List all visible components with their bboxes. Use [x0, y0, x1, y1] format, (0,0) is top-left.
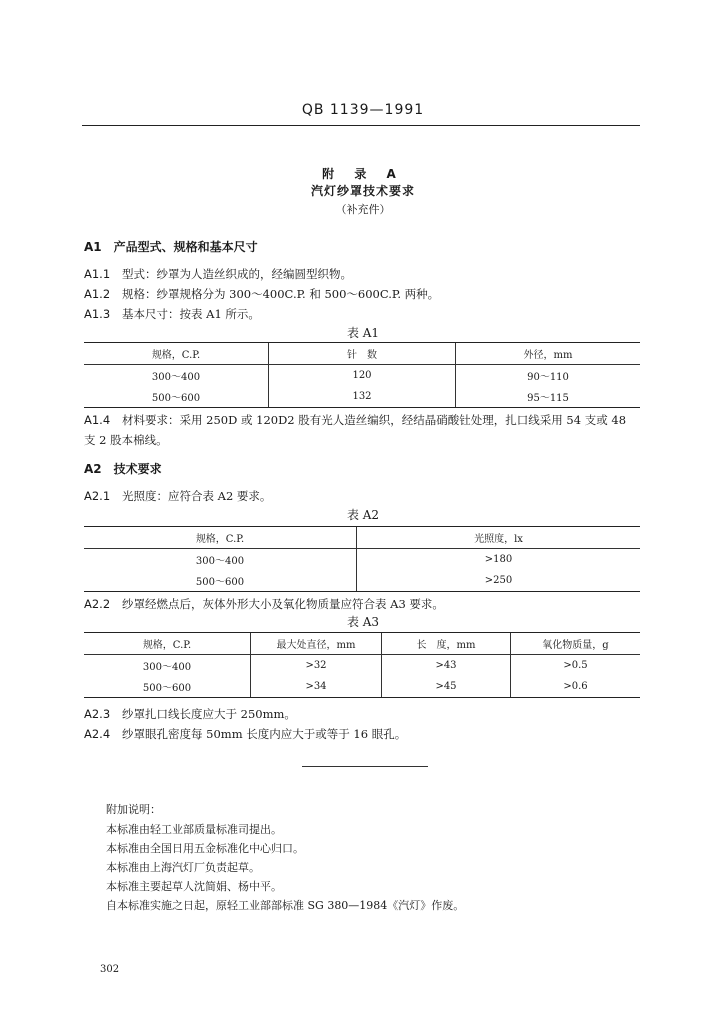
table-cell: 90～110 — [456, 365, 641, 387]
table-cell: >180 — [357, 549, 641, 571]
page-number: 302 — [100, 964, 120, 975]
note-line: 本标准由全国日用五金标准化中心归口。 — [106, 842, 304, 855]
clause-text: 纱罩扎口线长度应大于 250mm。 — [122, 707, 296, 721]
table-a3 — [84, 632, 640, 698]
clause-number: A1.4 — [84, 413, 111, 427]
table-header-cell: 规格，C.P. — [84, 633, 251, 655]
clause-text: 光照度：应符合表 A2 要求。 — [122, 489, 272, 503]
table-a1-caption: 表 A1 — [346, 326, 380, 340]
clause-text: 纱罩经燃点后，灰体外形大小及氧化物质量应符合表 A3 要求。 — [122, 597, 444, 611]
table-row — [84, 676, 640, 698]
table-cell: >43 — [382, 655, 511, 677]
appendix-subtitle: （补充件） — [335, 203, 391, 216]
clause-text: 材料要求：采用 250D 或 120D2 股有光人造丝编织，经结晶硝酸钍处理，扎口线采用 54 支或 48 — [122, 413, 627, 427]
table-row — [84, 655, 640, 677]
table-cell: >34 — [251, 676, 382, 698]
note-line: 本标准由上海汽灯厂负责起草。 — [106, 861, 260, 874]
table-cell: 95～115 — [456, 386, 641, 408]
table-header-cell: 最大处直径，mm — [251, 633, 382, 655]
clause-number: A2.3 — [84, 707, 111, 721]
table-cell: >32 — [251, 655, 382, 677]
clause-text: 规格：纱罩规格分为 300～400C.P. 和 500～600C.P. 两种。 — [122, 287, 440, 301]
table-a2-caption: 表 A2 — [346, 508, 380, 522]
end-rule — [302, 766, 428, 767]
note-line: 自本标准实施之日起，原轻工业部部标准 SG 380—1984《汽灯》作废。 — [106, 899, 465, 912]
section-heading-a2: A2 技术要求 — [84, 462, 162, 476]
clause-a1-4 — [84, 410, 640, 450]
note-line: 本标准主要起草人沈简娟、杨中平。 — [106, 880, 282, 893]
table-cell: 132 — [269, 386, 456, 408]
table-a2 — [84, 526, 640, 592]
clause-text: 基本尺寸：按表 A1 所示。 — [122, 307, 260, 321]
clause-text-continued: 支 2 股本棉线。 — [84, 433, 168, 447]
clause-text: 型式：纱罩为人造丝织成的，经编圆型织物。 — [122, 267, 352, 281]
standard-number: QB 1139—1991 — [301, 102, 425, 118]
note-line: 本标准由轻工业部质量标准司提出。 — [106, 823, 282, 836]
clause-number: A1.2 — [84, 287, 111, 301]
clause-a1-3 — [84, 304, 640, 324]
clause-a1-2 — [84, 284, 640, 304]
table-header-cell: 针 数 — [269, 343, 456, 365]
table-a1 — [84, 342, 640, 408]
clause-number: A1.1 — [84, 267, 111, 281]
clause-number: A2.1 — [84, 489, 111, 503]
table-header-cell: 外径，mm — [456, 343, 641, 365]
clause-a2-1 — [84, 486, 640, 506]
table-header-cell: 氧化物质量，g — [511, 633, 641, 655]
table-cell: 300～400 — [195, 556, 245, 567]
table-row — [84, 549, 640, 571]
header-rule — [82, 125, 640, 126]
table-cell: >0.6 — [511, 676, 641, 698]
table-row — [84, 570, 640, 592]
clause-a2-2 — [84, 594, 640, 614]
table-cell: 500～600 — [84, 386, 269, 408]
notes-title: 附加说明： — [106, 803, 161, 816]
appendix-title: 汽灯纱罩技术要求 — [310, 184, 415, 198]
section-heading-a1: A1 产品型式、规格和基本尺寸 — [84, 240, 258, 254]
clause-number: A2.4 — [84, 727, 111, 741]
table-cell: >250 — [357, 570, 641, 592]
table-cell: 300～400 — [151, 372, 201, 383]
appendix-label: 附 录 A — [322, 167, 404, 181]
clause-a1-1 — [84, 264, 640, 284]
table-header-cell: 规格，C.P. — [84, 527, 357, 549]
table-row — [84, 386, 640, 408]
table-row — [84, 365, 640, 387]
clause-a2-3 — [84, 704, 640, 724]
table-cell: 500～600 — [84, 570, 357, 592]
table-cell: 500～600 — [84, 676, 251, 698]
clause-a2-4 — [84, 724, 640, 744]
clause-number: A1.3 — [84, 307, 111, 321]
clause-text: 纱罩眼孔密度每 50mm 长度内应大于或等于 16 眼孔。 — [122, 727, 407, 741]
table-cell: >0.5 — [511, 655, 641, 677]
table-header-cell: 长 度，mm — [382, 633, 511, 655]
table-cell: >45 — [382, 676, 511, 698]
clause-number: A2.2 — [84, 597, 111, 611]
table-cell: 120 — [269, 365, 456, 387]
table-a3-caption: 表 A3 — [346, 615, 380, 629]
table-header-cell: 光照度，lx — [357, 527, 641, 549]
table-header-cell: 规格，C.P. — [84, 343, 269, 365]
table-cell: 300～400 — [142, 662, 192, 673]
